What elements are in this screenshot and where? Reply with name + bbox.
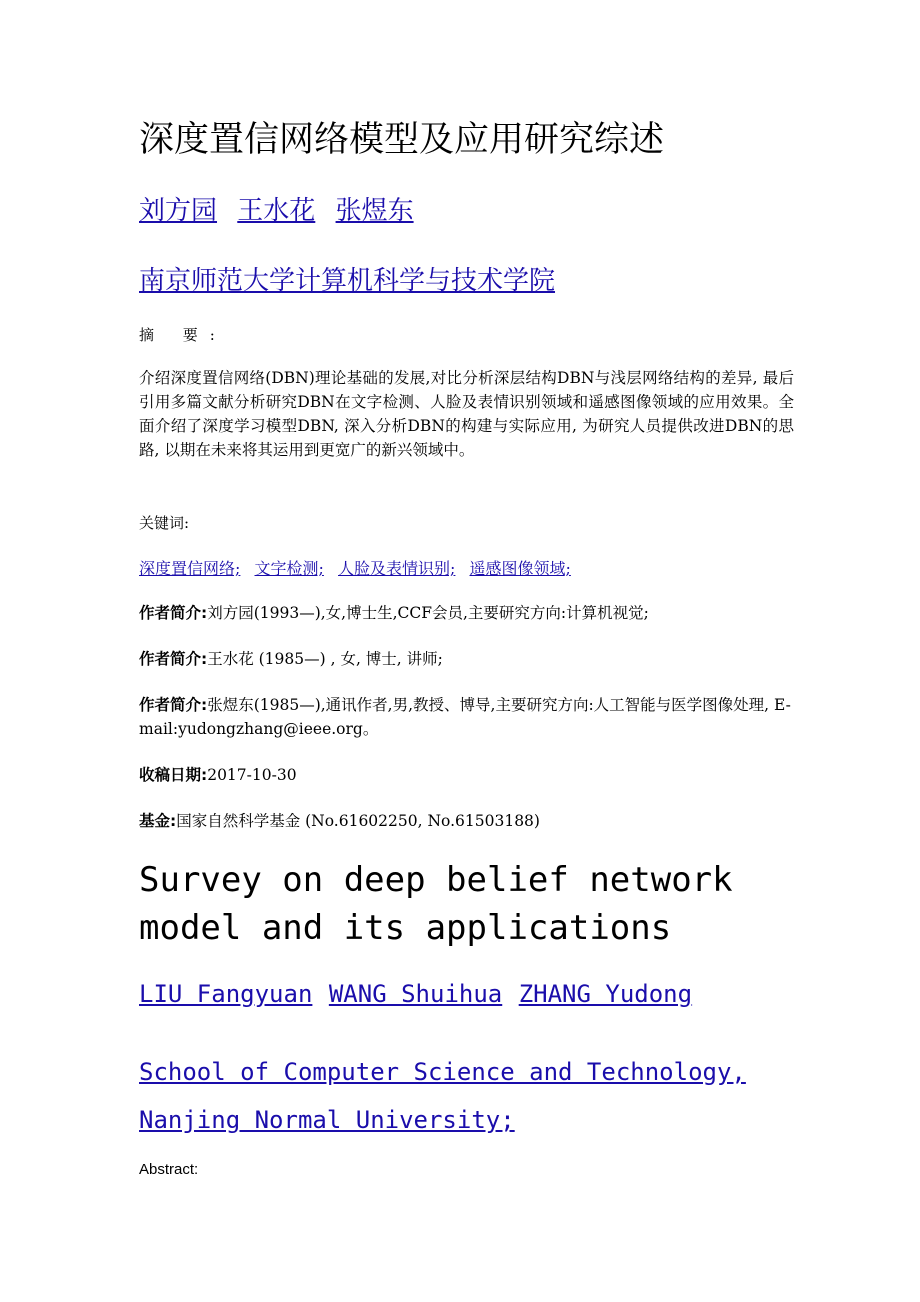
author-link-en[interactable]: LIU Fangyuan: [139, 980, 313, 1008]
author-link-cn[interactable]: 王水花: [237, 196, 316, 226]
authors-cn: [139, 190, 426, 227]
keyword-link[interactable]: 文字检测;: [254, 559, 324, 578]
author-bio: [139, 601, 794, 625]
fund-label: 基金:: [139, 812, 177, 830]
affiliation-en: [139, 1048, 799, 1144]
abstract-label-en: Abstract:: [139, 1161, 199, 1178]
received-label: 收稿日期:: [139, 766, 208, 784]
authors-en: [139, 980, 694, 1008]
author-link-cn[interactable]: 刘方园: [139, 196, 218, 226]
keywords-list-cn: [139, 556, 580, 579]
keyword-link[interactable]: 人脸及表情识别;: [338, 559, 456, 578]
title-en: Survey on deep belief network model and its applications: [139, 860, 733, 948]
author-link-cn[interactable]: 张煜东: [335, 196, 414, 226]
fund-value: 国家自然科学基金 (No.61602250, No.61503188): [176, 812, 540, 830]
author-bio-text: 张煜东(1985—),通讯作者,男,教授、博导,主要研究方向:人工智能与医学图像处理, E-mail:yudongzhang@ieee.org。: [139, 696, 791, 738]
author-bio: [139, 647, 794, 671]
author-bio-text: 王水花 (1985—) , 女, 博士, 讲师;: [207, 650, 443, 668]
fund-info: [139, 809, 794, 833]
affiliation-link-en[interactable]: School of Computer Science and Technology, Nanjing Normal University;: [139, 1058, 746, 1134]
abstract-label-cn: 摘 要:: [139, 326, 227, 344]
affiliation-link-cn[interactable]: 南京师范大学计算机科学与技术学院: [139, 266, 556, 296]
keywords-label-cn: 关键词:: [139, 514, 190, 532]
author-bio-label: 作者简介:: [139, 696, 208, 714]
received-date: [139, 763, 794, 787]
received-value: 2017-10-30: [207, 766, 297, 784]
title-cn: 深度置信网络模型及应用研究综述: [139, 120, 665, 160]
abstract-body-cn: 介绍深度置信网络(DBN)理论基础的发展,对比分析深层结构DBN与浅层网络结构的差异, 最后引用多篇文献分析研究DBN在文字检测、人脸及表情识别领域和遥感图像领域的应用效果。全面介绍了深度学习模型DBN, 深入分析DBN的构建与实际应用, 为研究人员提供改进DBN的思路, 以期在未来将其运用到更宽广的新兴领域中。: [139, 369, 794, 459]
keyword-link[interactable]: 遥感图像领域;: [469, 559, 571, 578]
author-bio: [139, 693, 794, 741]
affiliation-cn: [139, 260, 555, 297]
author-bio-text: 刘方园(1993—),女,博士生,CCF会员,主要研究方向:计算机视觉;: [207, 604, 649, 622]
author-link-en[interactable]: WANG Shuihua: [328, 980, 503, 1008]
author-bio-label: 作者简介:: [139, 604, 208, 622]
author-link-en[interactable]: ZHANG Yudong: [518, 980, 693, 1008]
author-bio-label: 作者简介:: [139, 650, 208, 668]
keyword-link[interactable]: 深度置信网络;: [139, 559, 241, 578]
